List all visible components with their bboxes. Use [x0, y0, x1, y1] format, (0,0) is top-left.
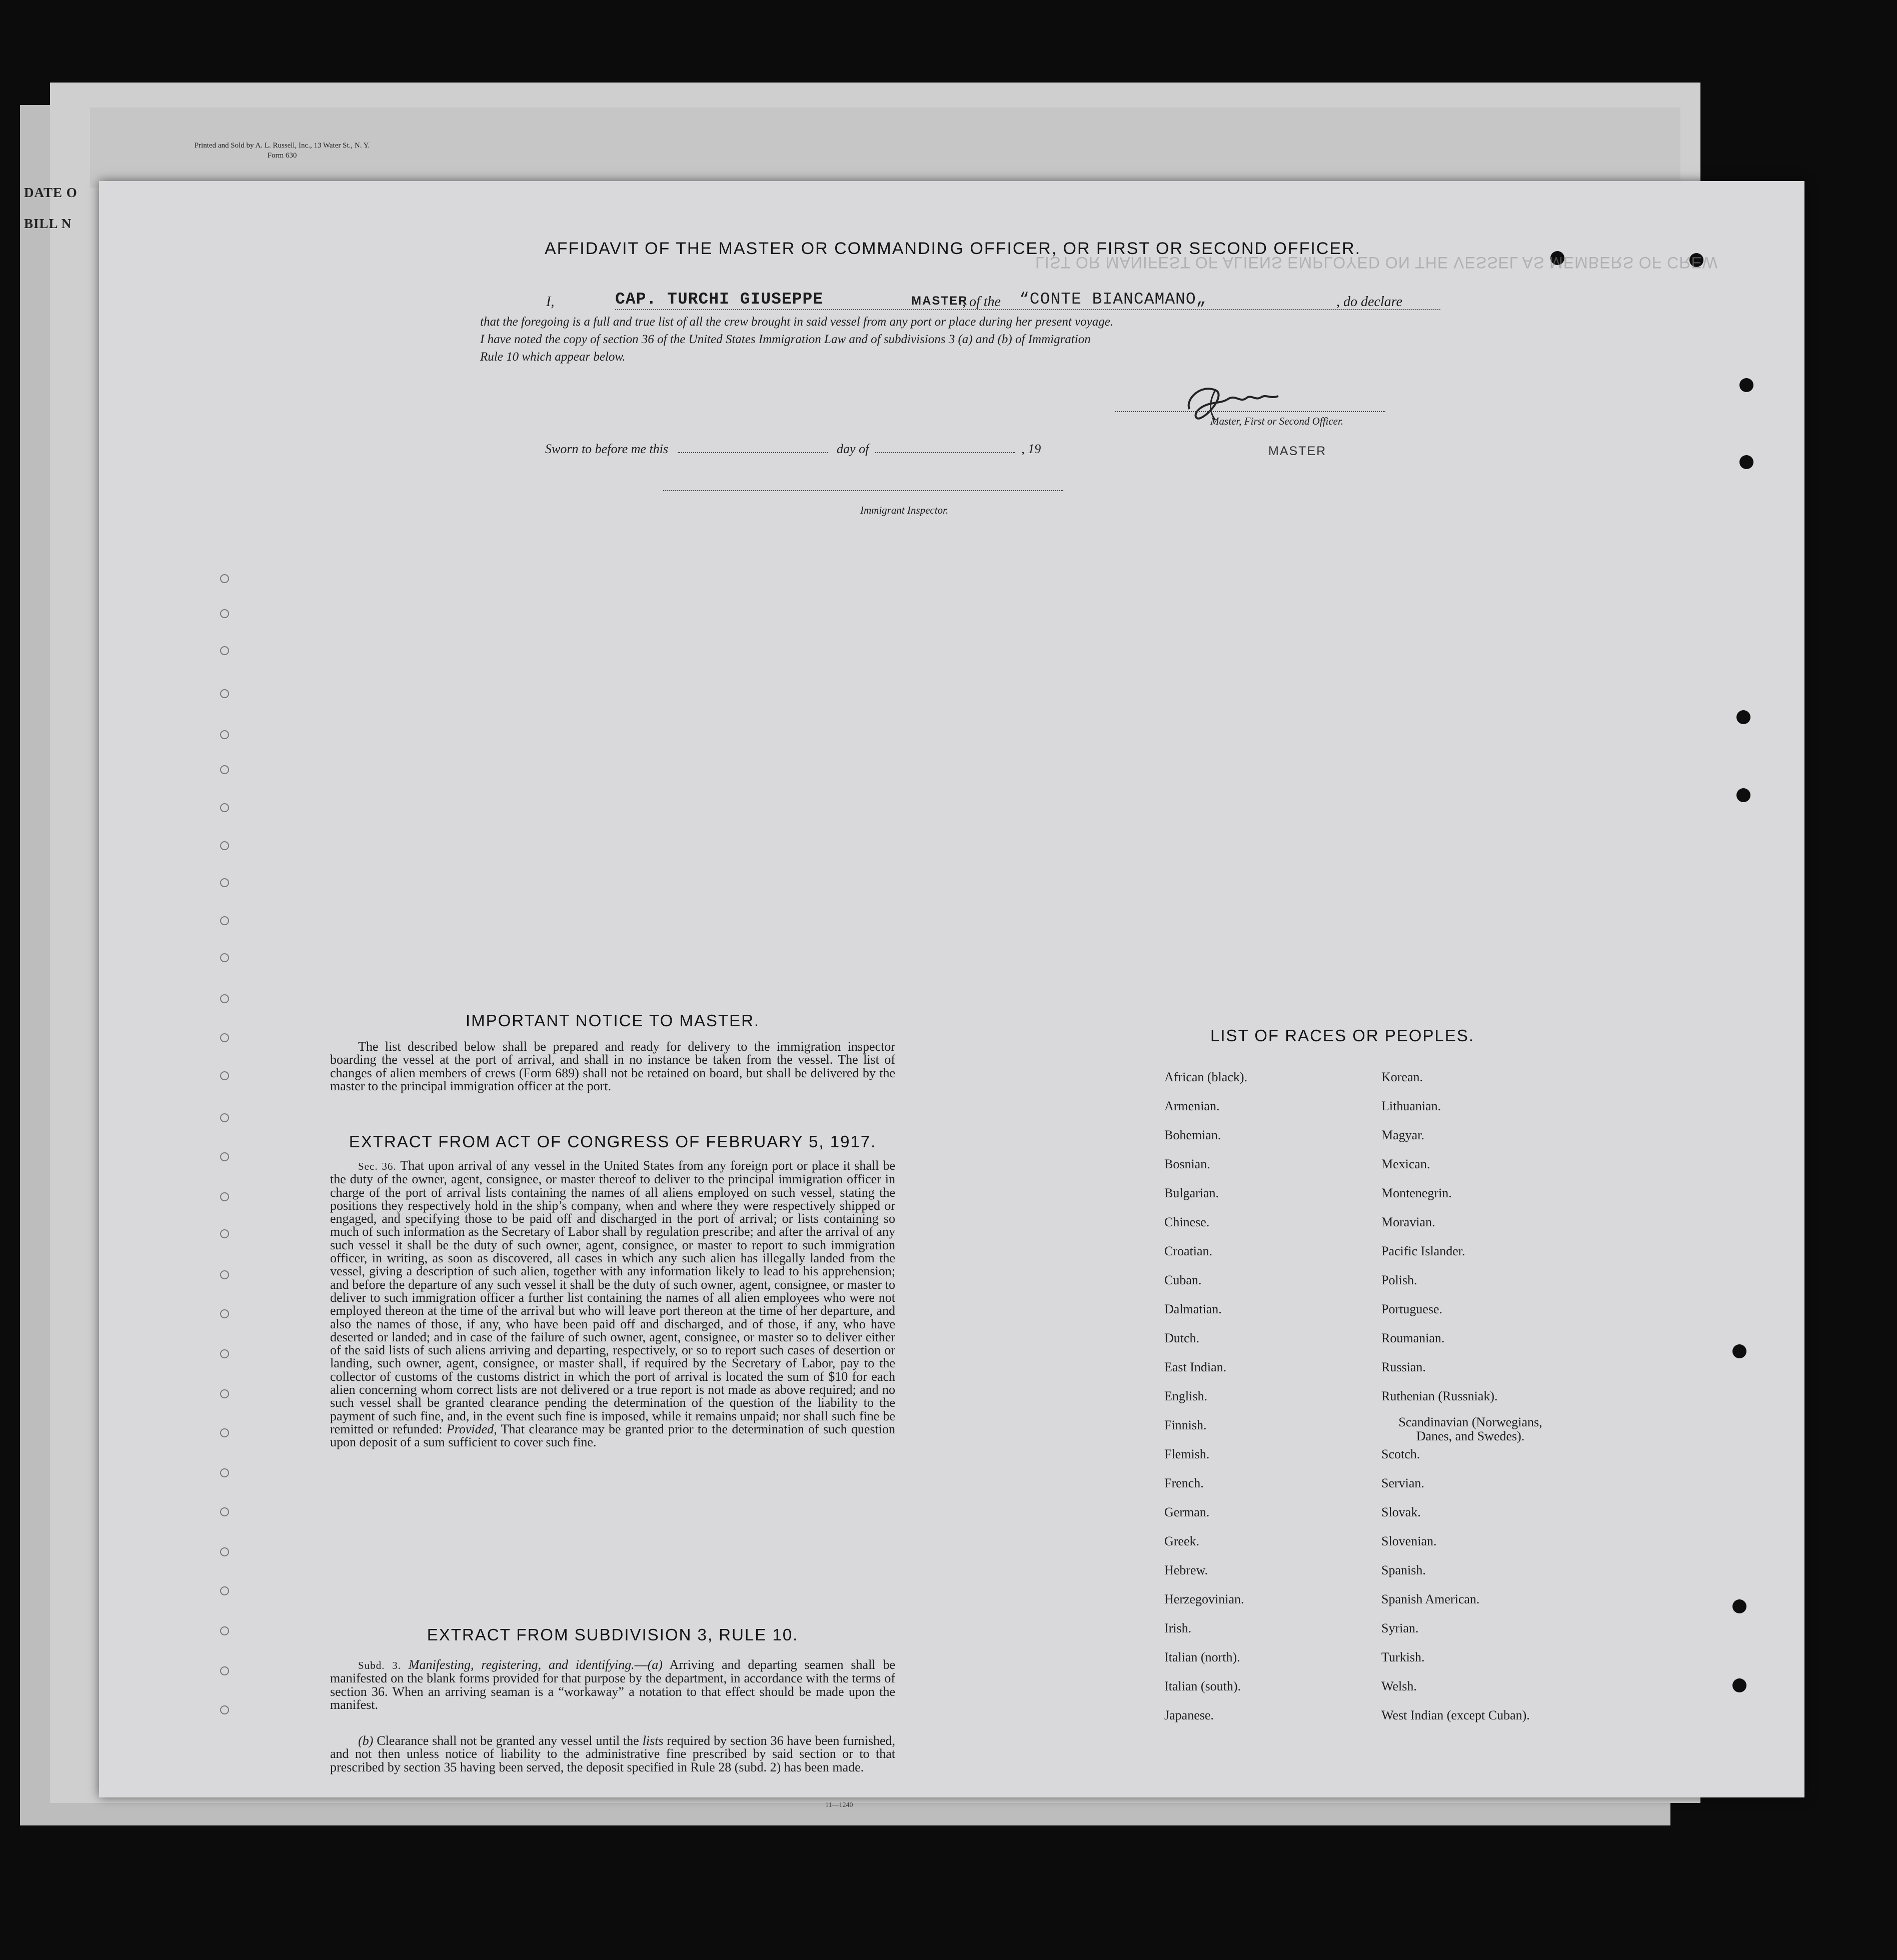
show-through-heading: LIST OR MANIFEST OF ALIENS EMPLOYED ON THE VESSEL AS MEMBERS OF CREW	[1035, 254, 1718, 272]
rule-heading: EXTRACT FROM SUBDIVISION 3, RULE 10.	[427, 1625, 799, 1644]
day-of-text: day of	[837, 442, 869, 456]
sworn-text: Sworn to before me this	[545, 442, 669, 456]
row-marker	[220, 1192, 229, 1201]
b-text-1: Clearance shall not be granted any vessel until the	[377, 1733, 639, 1748]
race-item: Cuban.	[1164, 1273, 1202, 1287]
race-item: French.	[1164, 1476, 1204, 1490]
row-marker	[220, 916, 229, 925]
race-item: Korean.	[1381, 1070, 1423, 1084]
race-item: Armenian.	[1164, 1099, 1220, 1113]
race-item: Croatian.	[1164, 1244, 1213, 1258]
a-label: (a)	[647, 1657, 663, 1672]
notice-text: The list described below shall be prepared and ready for delivery to the immigration inspector boarding the vessel at the port of arrival, and shall in no instance be taken from the vessel. The list of changes of alien members of crews (Form 689) shall not be retained on board, but shall be delivered by the master to the principal immigration officer at the port.	[330, 1039, 895, 1093]
punch-hole	[1739, 378, 1753, 392]
act-section-36	[330, 1159, 895, 1449]
race-item: Italian (south).	[1164, 1679, 1241, 1693]
race-item: East Indian.	[1164, 1360, 1227, 1374]
rule-subd-a: Subd. 3. Manifesting, registering, and identifying.—(a) Arriving and departing seamen shall be manifested on the blank forms provided for that purpose by the department, in accordance with the terms of section 36. When an arriving seaman is a “workaway” a notation to that effect should be made upon the manifest.	[330, 1657, 895, 1712]
race-item: Chinese.	[1164, 1215, 1210, 1229]
race-item: Pacific Islander.	[1381, 1244, 1465, 1258]
row-marker	[220, 1666, 229, 1675]
b-label: (b)	[358, 1733, 374, 1748]
printer-credit: Printed and Sold by A. L. Russell, Inc., 13 Water St., N. Y. Form 630	[194, 142, 370, 160]
b-lists: lists	[642, 1733, 664, 1748]
race-item: Dutch.	[1164, 1331, 1200, 1345]
provided-text: That clearance may be granted prior to the determination of such question upon deposit of a sum sufficient to cover such fine.	[330, 1421, 896, 1450]
subd-label: Subd. 3.	[358, 1659, 401, 1671]
race-item: Dalmatian.	[1164, 1302, 1222, 1316]
race-item: Ruthenian (Russniak).	[1381, 1389, 1498, 1403]
master-name-stamp: CAP. TURCHI GIUSEPPE	[615, 290, 824, 309]
affidavit-declaration	[480, 289, 1430, 366]
row-marker	[220, 1152, 229, 1161]
row-marker	[220, 730, 229, 739]
race-item: Irish.	[1164, 1621, 1192, 1635]
row-marker	[220, 1389, 229, 1398]
row-marker	[220, 953, 229, 962]
race-item: Welsh.	[1381, 1679, 1417, 1693]
race-item: Bosnian.	[1164, 1157, 1210, 1171]
declaration-prefix: I,	[546, 294, 555, 310]
race-item: West Indian (except Cuban).	[1381, 1708, 1530, 1722]
row-marker	[220, 994, 229, 1003]
row-marker	[220, 878, 229, 887]
document-sheet	[99, 181, 1804, 1797]
row-marker	[220, 841, 229, 850]
row-marker	[220, 1586, 229, 1595]
punch-hole	[1732, 1678, 1746, 1692]
punch-hole	[1736, 710, 1750, 724]
race-item: Lithuanian.	[1381, 1099, 1441, 1113]
b-text-2: required by section 36 have been furnished, and not then unless notice of liability to the administrative fine prescribed by said section or to that prescribed by section 35 having been served, the deposit specified in Rule 28 (subd. 2) has been made.	[330, 1733, 896, 1774]
race-item: Hebrew.	[1164, 1563, 1208, 1577]
race-item: German.	[1164, 1505, 1210, 1519]
provided-label: Provided,	[446, 1421, 497, 1436]
race-item: Magyar.	[1381, 1128, 1424, 1142]
race-item: Japanese.	[1164, 1708, 1214, 1722]
subd-heading: Manifesting, registering, and identifying.	[408, 1657, 635, 1672]
race-item: Roumanian.	[1381, 1331, 1445, 1345]
row-marker	[220, 1071, 229, 1080]
race-item: Scandinavian (Norwegians, Danes, and Swedes).	[1398, 1415, 1542, 1443]
race-item: Polish.	[1381, 1273, 1417, 1287]
rule-subd-b	[330, 1734, 895, 1774]
race-item: Slovak.	[1381, 1505, 1421, 1519]
act-heading: EXTRACT FROM ACT OF CONGRESS OF FEBRUARY 5, 1917.	[349, 1132, 877, 1151]
race-item: Finnish.	[1164, 1418, 1207, 1432]
do-declare-text: , do declare	[1336, 294, 1402, 310]
signature-line	[1115, 411, 1385, 412]
race-item: Mexican.	[1381, 1157, 1430, 1171]
row-marker	[220, 1626, 229, 1635]
races-heading: LIST OF RACES OR PEOPLES.	[1210, 1026, 1475, 1045]
row-marker	[220, 1270, 229, 1279]
race-item: Herzegovinian.	[1164, 1592, 1244, 1606]
race-item: Servian.	[1381, 1476, 1424, 1490]
race-item: Portuguese.	[1381, 1302, 1443, 1316]
race-item: Spanish.	[1381, 1563, 1426, 1577]
signature-caption: Master, First or Second Officer.	[1210, 415, 1343, 427]
row-marker	[220, 803, 229, 812]
punch-hole	[1739, 455, 1753, 469]
race-item: Moravian.	[1381, 1215, 1435, 1229]
race-item: Turkish.	[1381, 1650, 1425, 1664]
race-item: Italian (north).	[1164, 1650, 1240, 1664]
sworn-statement	[545, 440, 1041, 457]
row-marker	[220, 1507, 229, 1516]
race-item: Montenegrin.	[1381, 1186, 1452, 1200]
punch-hole	[1732, 1344, 1746, 1358]
act-text: That upon arrival of any vessel in the United States from any foreign port or place it shall be the duty of the owner, agent, consignee, or master thereof to deliver to the principal immigration officer in charge of the port of arrival lists containing the names of all aliens employed on such vessel, stating the positions they respectively hold in the ship’s company, when and where they were respectively shipped or engaged, and specifying those to be paid off and discharged in the port of arrival; or lists containing so much of such information as the Secretary of Labor shall by regulation prescribe; and after the arrival of any such vessel it shall be the duty of such owner, agent, consignee, or master to report to such immigration officer, in writing, as soon as discovered, all cases in which any such alien has illegally landed from the vessel, giving a description of such alien, together with any information likely to lead to his apprehension; and before the departure of any such vessel it shall be the duty of such owner, agent, consignee, or master to deliver to such immigration officer a further list containing the names of all alien employees who were not employed thereon at the time of the arrival but who will leave port thereon at the time of her departure, and also the names of those, if any, who have been paid off and discharged, and of those, if any, who have deserted or landed; and in case of the failure of such owner, agent, consignee, or master so to deliver either of the said lists of such aliens arriving and departing, respectively, or so to report such cases of desertion or landing, such owner, agent, consignee, or master shall, if required by the Secretary of Labor, pay to the collector of customs of the customs district in which the port of arrival is located the sum of $10 for each alien concerning whom correct lists are not delivered or a true report is not made as above required; and no such vessel shall be granted clearance pending the determination of the question of the liability to the payment of such fine, and, in the event such fine is imposed, while it remains unpaid; nor shall such fine be remitted or refunded:	[330, 1158, 895, 1436]
row-marker	[220, 765, 229, 774]
inspector-signature-line	[663, 490, 1063, 491]
vessel-name-stamp: “CONTE BIANCAMANO„	[1019, 290, 1207, 309]
race-item: Spanish American.	[1381, 1592, 1480, 1606]
row-marker	[220, 609, 229, 618]
row-marker	[220, 689, 229, 698]
row-marker	[220, 1705, 229, 1714]
inspector-caption: Immigrant Inspector.	[860, 504, 949, 516]
section-label: Sec. 36.	[358, 1160, 397, 1172]
a-text: Arriving and departing seamen shall be manifested on the blank forms provided for that purpose by the department, in accordance with the terms of section 36. When an arriving seaman is a “workaway” a notation to that effect should be made upon the manifest.	[330, 1657, 895, 1712]
signed-as-stamp: MASTER	[1268, 444, 1327, 458]
row-marker	[220, 1309, 229, 1318]
punch-hole	[1732, 1599, 1746, 1613]
row-marker	[220, 574, 229, 583]
row-marker	[220, 646, 229, 655]
row-marker	[220, 1113, 229, 1122]
declaration-line: Rule 10 which appear below.	[480, 350, 626, 364]
declaration-line: that the foregoing is a full and true list of all the crew brought in said vessel from any port or place during her present voyage.	[480, 315, 1114, 329]
race-item: Slovenian.	[1381, 1534, 1437, 1548]
race-item: Scotch.	[1381, 1447, 1420, 1461]
punch-hole	[1736, 788, 1750, 802]
declaration-line: I have noted the copy of section 36 of the United States Immigration Law and of subdivisions 3 (a) and (b) of Immigration	[480, 333, 1091, 346]
race-item: English.	[1164, 1389, 1207, 1403]
notice-heading: IMPORTANT NOTICE TO MASTER.	[465, 1011, 760, 1030]
edge-label-date: DATE O	[24, 185, 78, 200]
year-prefix: , 19	[1021, 442, 1041, 456]
affidavit-heading: AFFIDAVIT OF THE MASTER OR COMMANDING OFFICER, OR FIRST OR SECOND OFFICER.	[544, 239, 1361, 258]
race-item: Flemish.	[1164, 1447, 1210, 1461]
race-item: Bohemian.	[1164, 1128, 1221, 1142]
row-marker	[220, 1349, 229, 1358]
row-marker	[220, 1428, 229, 1437]
row-marker	[220, 1468, 229, 1477]
race-item: Greek.	[1164, 1534, 1200, 1548]
race-item: Russian.	[1381, 1360, 1426, 1374]
race-item: Syrian.	[1381, 1621, 1419, 1635]
race-item: African (black).	[1164, 1070, 1248, 1084]
form-code: 11—1240	[825, 1801, 853, 1809]
edge-label-bill: BILL N	[24, 216, 72, 231]
row-marker	[220, 1033, 229, 1042]
race-item: Bulgarian.	[1164, 1186, 1219, 1200]
master-title-stamp: MASTER	[911, 294, 968, 308]
of-the-text: , of the	[962, 294, 1001, 310]
row-marker	[220, 1547, 229, 1556]
row-marker	[220, 1229, 229, 1238]
